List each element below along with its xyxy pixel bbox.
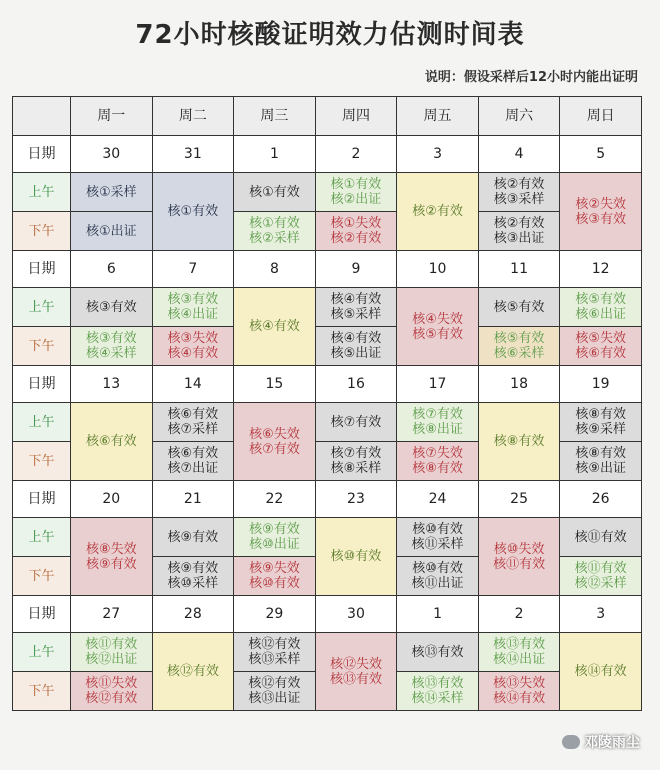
schedule-cell [560, 442, 642, 481]
date-cell: 30 [71, 136, 153, 173]
date-row [13, 136, 642, 173]
schedule-cell [71, 173, 153, 212]
schedule-cell [560, 403, 642, 442]
watermark-text: 邓陵雨尘 [584, 735, 640, 751]
date-label: 日期 [13, 481, 71, 518]
cell-text: 核④采样 [85, 346, 137, 361]
cell-text: 核⑨采样 [575, 422, 627, 437]
cell-text: 核③有效 [85, 331, 137, 346]
schedule-cell [152, 403, 234, 442]
cell-text: 核⑤失效 [575, 331, 627, 346]
cell-text: 核①有效 [249, 184, 300, 200]
morning-label: 上午 [13, 173, 71, 212]
date-row [13, 251, 642, 288]
cell-text: 核⑪失效 [85, 676, 138, 691]
date-cell: 24 [397, 481, 479, 518]
weekday-header: 周日 [560, 97, 642, 136]
date-cell: 15 [234, 366, 316, 403]
cell-text: 核⑧失效 [85, 541, 137, 557]
date-cell: 7 [152, 251, 234, 288]
date-cell: 12 [560, 251, 642, 288]
date-cell: 11 [478, 251, 560, 288]
cell-text: 核⑩出证 [249, 537, 300, 552]
schedule-cell [560, 327, 642, 366]
date-cell: 22 [234, 481, 316, 518]
schedule-cell [234, 633, 316, 672]
date-cell: 10 [397, 251, 479, 288]
schedule-cell [71, 403, 153, 481]
schedule-cell [478, 633, 560, 672]
cell-text: 核⑩失效 [493, 541, 545, 557]
cell-text: 核⑦采样 [167, 422, 219, 437]
weekday-header: 周一 [71, 97, 153, 136]
cell-text: 核①出证 [85, 223, 137, 239]
schedule-cell [560, 173, 642, 251]
weekday-header: 周二 [152, 97, 234, 136]
cell-text: 核⑪有效 [493, 556, 546, 572]
date-cell: 27 [71, 596, 153, 633]
schedule-cell [234, 403, 316, 481]
watermark [562, 732, 640, 752]
schedule-cell [397, 442, 479, 481]
schedule-cell [478, 403, 560, 481]
cell-text: 核④有效 [167, 346, 219, 361]
cell-text: 核⑫有效 [85, 691, 138, 706]
schedule-cell [478, 288, 560, 327]
cell-text: 核⑥出证 [575, 307, 627, 322]
date-cell: 6 [71, 251, 153, 288]
morning-label: 上午 [13, 633, 71, 672]
schedule-cell [315, 173, 397, 212]
schedule-cell [397, 403, 479, 442]
cell-text: 核⑤采样 [330, 307, 382, 322]
date-cell: 8 [234, 251, 316, 288]
morning-row [13, 403, 642, 442]
cell-text: 核⑤有效 [493, 299, 545, 315]
schedule-cell [397, 633, 479, 672]
date-label: 日期 [13, 136, 71, 173]
weekday-header-row [13, 97, 642, 136]
schedule-cell [152, 518, 234, 557]
date-cell: 17 [397, 366, 479, 403]
morning-label: 上午 [13, 403, 71, 442]
cell-text: 核⑤出证 [330, 346, 382, 361]
cell-text: 核⑭有效 [493, 691, 546, 706]
cell-text: 核⑫采样 [574, 576, 627, 591]
cell-text: 核⑧有效 [575, 407, 627, 422]
cell-text: 核⑦有效 [330, 414, 382, 430]
schedule-cell [315, 403, 397, 442]
date-cell: 23 [315, 481, 397, 518]
cell-text: 核③有效 [85, 299, 137, 315]
schedule-cell [478, 173, 560, 212]
date-cell: 13 [71, 366, 153, 403]
cell-text: 核⑩有效 [412, 561, 463, 576]
cell-text: 核⑨有效 [167, 529, 219, 545]
cell-text: 核④有效 [330, 331, 382, 346]
cell-text: 核①有效 [330, 177, 382, 192]
date-cell: 26 [560, 481, 642, 518]
schedule-cell [234, 557, 316, 596]
schedule-cell [315, 327, 397, 366]
date-row [13, 366, 642, 403]
date-cell: 1 [397, 596, 479, 633]
cell-text: 核⑪有效 [574, 561, 627, 576]
cell-text: 核⑧有效 [493, 434, 545, 449]
schedule-cell [234, 212, 316, 251]
cell-text: 核⑪有效 [85, 637, 138, 652]
schedule-cell [71, 672, 153, 711]
cell-text: 核②出证 [330, 192, 382, 207]
cell-text: 核②有效 [493, 177, 545, 192]
cell-text: 核④出证 [167, 307, 219, 322]
cell-text: 核⑧有效 [575, 446, 627, 461]
schedule-cell [397, 557, 479, 596]
schedule-cell [71, 518, 153, 596]
cell-text: 核①失效 [330, 216, 382, 231]
schedule-cell [234, 288, 316, 366]
date-cell: 2 [315, 136, 397, 173]
weekday-header: 周三 [234, 97, 316, 136]
corner-cell [13, 97, 71, 136]
cell-text: 核⑤有效 [575, 292, 627, 307]
schedule-cell [560, 633, 642, 711]
morning-label: 上午 [13, 518, 71, 557]
cell-text: 核⑤有效 [412, 326, 463, 342]
cell-text: 核⑨出证 [575, 461, 627, 476]
cell-text: 核⑥有效 [575, 346, 627, 361]
cell-text: 核①有效 [249, 216, 300, 231]
date-cell: 5 [560, 136, 642, 173]
wechat-icon [562, 735, 580, 749]
cell-text: 核④有效 [249, 319, 300, 334]
cell-text: 核①有效 [167, 204, 219, 219]
morning-row [13, 518, 642, 557]
date-cell: 16 [315, 366, 397, 403]
schedule-cell [315, 633, 397, 711]
schedule-cell [234, 173, 316, 212]
cell-text: 核③失效 [167, 331, 219, 346]
schedule-cell [397, 518, 479, 557]
cell-text: 核⑫出证 [85, 652, 138, 667]
afternoon-row [13, 212, 642, 251]
cell-text: 核⑭出证 [493, 652, 546, 667]
schedule-cell [152, 288, 234, 327]
cell-text: 核③有效 [167, 292, 219, 307]
cell-text: 核⑬有效 [411, 676, 464, 691]
date-cell: 2 [478, 596, 560, 633]
cell-text: 核⑨有效 [249, 522, 300, 537]
cell-text: 核③采样 [493, 192, 545, 207]
weekday-header: 周六 [478, 97, 560, 136]
cell-text: 核⑧采样 [330, 461, 382, 476]
date-cell: 18 [478, 366, 560, 403]
schedule-cell [397, 173, 479, 251]
schedule-cell [152, 327, 234, 366]
schedule-cell [152, 557, 234, 596]
cell-text: 核⑬有效 [411, 644, 464, 660]
date-cell: 20 [71, 481, 153, 518]
cell-text: 核②有效 [330, 231, 382, 246]
schedule-cell [152, 633, 234, 711]
cell-text: 核②失效 [575, 196, 627, 212]
cell-text: 核⑦有效 [412, 407, 463, 422]
cell-text: 核⑪采样 [411, 537, 464, 552]
schedule-cell [478, 212, 560, 251]
schedule-cell [315, 442, 397, 481]
cell-text: 核⑬有效 [329, 671, 382, 687]
cell-text: 核⑩有效 [249, 576, 300, 591]
cell-text: 核④失效 [412, 311, 463, 327]
schedule-cell [560, 288, 642, 327]
schedule-cell [234, 518, 316, 557]
morning-row [13, 633, 642, 672]
afternoon-label: 下午 [13, 212, 71, 251]
cell-text: 核⑨有效 [167, 561, 219, 576]
afternoon-row [13, 327, 642, 366]
cell-text: 核③有效 [575, 211, 627, 227]
cell-text: 核⑥采样 [493, 346, 545, 361]
schedule-cell [560, 557, 642, 596]
date-cell: 19 [560, 366, 642, 403]
afternoon-label: 下午 [13, 557, 71, 596]
date-row [13, 481, 642, 518]
date-cell: 29 [234, 596, 316, 633]
schedule-cell [478, 327, 560, 366]
cell-text: 核⑭采样 [411, 691, 464, 706]
morning-label: 上午 [13, 288, 71, 327]
schedule-cell [315, 518, 397, 596]
date-cell: 21 [152, 481, 234, 518]
cell-text: 核⑬失效 [493, 676, 546, 691]
date-label: 日期 [13, 366, 71, 403]
date-cell: 14 [152, 366, 234, 403]
page-title: 72小时核酸证明效力估测时间表 [135, 20, 525, 50]
cell-text: 核⑧有效 [412, 461, 463, 476]
date-label: 日期 [13, 596, 71, 633]
schedule-cell [152, 442, 234, 481]
cell-text: 核④有效 [330, 292, 382, 307]
cell-text: 核⑨有效 [85, 556, 137, 572]
cell-text: 核②有效 [493, 216, 545, 231]
cell-text: 核⑥有效 [167, 446, 219, 461]
schedule-cell [71, 633, 153, 672]
cell-text: 核⑫失效 [329, 656, 382, 672]
schedule-table [12, 96, 642, 711]
cell-text: 核⑩采样 [167, 576, 219, 591]
cell-text: 核⑫有效 [248, 676, 301, 691]
cell-text: 核⑬出证 [248, 691, 301, 706]
schedule-cell [315, 212, 397, 251]
schedule-cell [560, 518, 642, 557]
cell-text: 核⑩有效 [330, 549, 382, 564]
cell-text: 核③出证 [493, 231, 545, 246]
morning-row [13, 173, 642, 212]
date-cell: 31 [152, 136, 234, 173]
date-cell: 25 [478, 481, 560, 518]
cell-text: 核⑧出证 [412, 422, 463, 437]
cell-text: 核⑬有效 [493, 637, 546, 652]
date-cell: 3 [560, 596, 642, 633]
date-row [13, 596, 642, 633]
cell-text: 核②采样 [249, 231, 300, 246]
note-text: 说明：假设采样后12小时内能出证明 [424, 70, 638, 85]
cell-text: 核⑥有效 [85, 434, 137, 449]
afternoon-label: 下午 [13, 672, 71, 711]
schedule-cell [397, 288, 479, 366]
date-cell: 4 [478, 136, 560, 173]
afternoon-label: 下午 [13, 327, 71, 366]
weekday-header: 周五 [397, 97, 479, 136]
cell-text: 核⑩有效 [412, 522, 463, 537]
cell-text: 核⑫有效 [248, 637, 301, 652]
schedule-cell [71, 327, 153, 366]
cell-text: 核⑬采样 [248, 652, 301, 667]
cell-text: 核①采样 [85, 184, 137, 200]
schedule-cell [234, 672, 316, 711]
morning-row [13, 288, 642, 327]
date-cell: 3 [397, 136, 479, 173]
date-cell: 30 [315, 596, 397, 633]
cell-text: 核⑨失效 [249, 561, 300, 576]
schedule-cell [71, 288, 153, 327]
cell-text: 核⑦出证 [167, 461, 219, 476]
date-cell: 9 [315, 251, 397, 288]
schedule-cell [71, 212, 153, 251]
date-cell: 1 [234, 136, 316, 173]
weekday-header: 周四 [315, 97, 397, 136]
schedule-cell [152, 173, 234, 251]
date-cell: 28 [152, 596, 234, 633]
schedule-cell [478, 518, 560, 596]
afternoon-label: 下午 [13, 442, 71, 481]
cell-text: 核②有效 [412, 204, 463, 219]
cell-text: 核⑭有效 [574, 664, 627, 679]
schedule-cell [315, 288, 397, 327]
cell-text: 核⑥失效 [249, 426, 300, 442]
cell-text: 核⑪出证 [411, 576, 464, 591]
cell-text: 核⑤有效 [493, 331, 545, 346]
cell-text: 核⑫有效 [166, 664, 219, 679]
cell-text: 核⑦有效 [249, 441, 300, 457]
cell-text: 核⑦有效 [330, 446, 382, 461]
schedule-cell [478, 672, 560, 711]
date-label: 日期 [13, 251, 71, 288]
cell-text: 核⑪有效 [574, 529, 627, 545]
schedule-cell [397, 672, 479, 711]
cell-text: 核⑦失效 [412, 446, 463, 461]
cell-text: 核⑥有效 [167, 407, 219, 422]
